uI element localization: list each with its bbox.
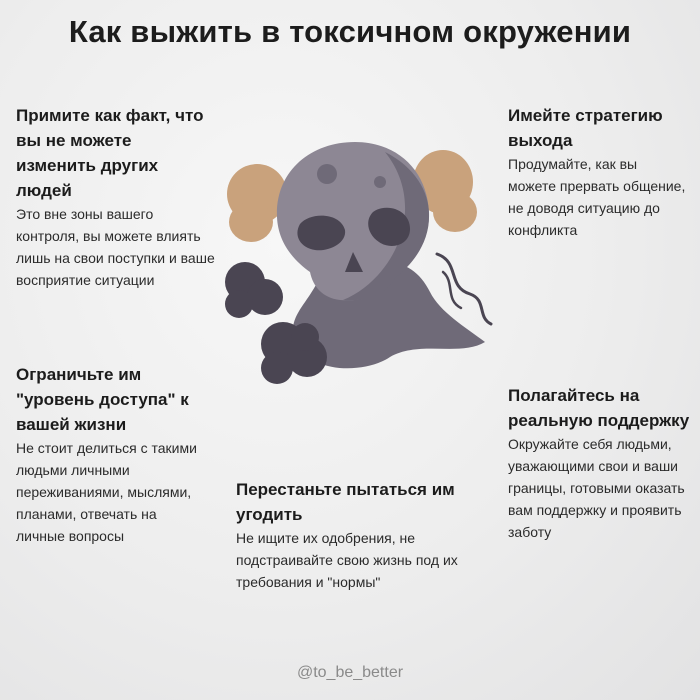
tip-please xyxy=(236,477,466,593)
toxic-skull-smoke-icon xyxy=(215,112,495,392)
author-handle: @to_be_better xyxy=(296,664,404,681)
dark-smoke-left-icon xyxy=(225,262,283,318)
tip-exit-text: Продумайте, как вы можете прервать общение, не доводя ситуацию до конфликта xyxy=(508,156,686,238)
tip-please-text: Не ищите их одобрения, не подстраивайте свою жизнь под их требования и "нормы" xyxy=(236,530,458,590)
dark-smoke-bottom-icon xyxy=(261,322,327,384)
tip-support-text: Окружайте себя людьми, уважающими свои и ваши границы, готовыми оказать вам поддержку и проявить заботу xyxy=(508,436,685,540)
tip-limit-text: Не стоит делиться с такими людьми личными переживаниями, мыслями, планами, отвечать на личные вопросы xyxy=(16,440,197,544)
tip-support-heading: Полагайтесь на реальную поддержку xyxy=(508,386,690,430)
tip-limit-heading: Ограничьте им "уровень доступа" к вашей жизни xyxy=(16,365,189,434)
tip-accept-heading: Примите как факт, что вы не можете изменить других людей xyxy=(16,106,204,200)
tip-exit xyxy=(508,103,688,241)
tip-limit xyxy=(16,362,206,547)
tip-accept xyxy=(16,103,216,291)
tip-support xyxy=(508,383,698,543)
tip-accept-text: Это вне зоны вашего контроля, вы можете влиять лишь на свои поступки и ваше восприятие ситуации xyxy=(16,206,215,288)
tip-exit-heading: Имейте стратегию выхода xyxy=(508,106,663,150)
tip-please-heading: Перестаньте пытаться им угодить xyxy=(236,480,455,524)
page-title: Как выжить в токсичном окружении xyxy=(68,14,632,49)
